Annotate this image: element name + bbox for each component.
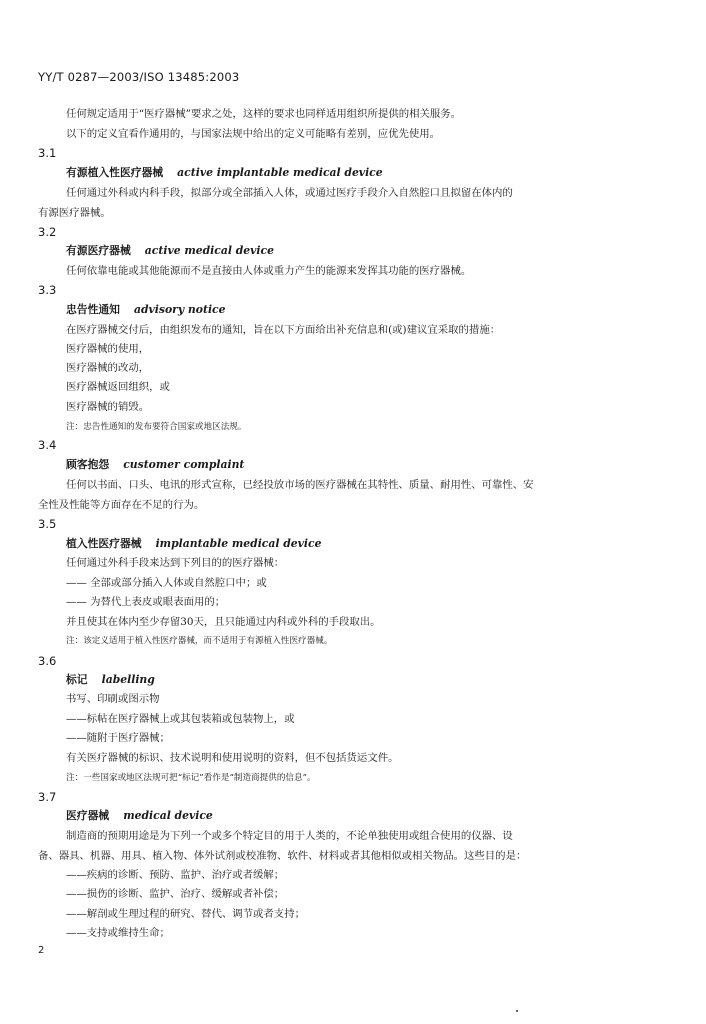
term-cn-3-1: 有源植入性医疗器械 <box>66 166 164 179</box>
list-item: ——疾病的诊断、预防、监护、治疗或者缓解； <box>66 869 285 881</box>
term-en-3-2: active medical device <box>144 244 274 257</box>
list-item: ——标帖在医疗器械上或其包装箱或包装物上，或 <box>66 713 295 725</box>
term-3-4 <box>66 458 244 472</box>
definition-3-2-line-1: 任何依靠电能或其他能源而不是直接由人体或重力产生的能源来发挥其功能的医疗器械。 <box>66 265 472 277</box>
term-en-3-3: advisory notice <box>133 303 226 316</box>
term-3-7 <box>66 809 213 823</box>
definition-3-6-line-1: 书写、印刷或图示物 <box>66 693 160 705</box>
section-number-3-6: 3.6 <box>38 654 57 668</box>
definition-3-1-line-1: 任何通过外科或内科手段，拟部分或全部插入人体，或通过医疗手段介入自然腔口且拟留在体内的 <box>66 187 513 199</box>
list-item: 医疗器械的销毁。 <box>66 401 150 413</box>
term-en-3-1: active implantable medical device <box>177 166 383 179</box>
intro-line-1: 任何规定适用于“医疗器械”要求之处，这样的要求也同样适用组织所提供的相关服务。 <box>66 108 462 120</box>
list-item: ——随附于医疗器械； <box>66 732 170 744</box>
list-item: 医疗器械的改动， <box>66 362 150 374</box>
term-cn-3-5: 植入性医疗器械 <box>66 537 142 550</box>
term-cn-3-3: 忠告性通知 <box>66 303 120 316</box>
note-3-5: 注：该定义适用于植入性医疗器械，而不适用于有源植入性医疗器械。 <box>66 636 333 646</box>
term-cn-3-7: 医疗器械 <box>66 809 110 822</box>
note-3-3: 注：忠告性通知的发布要符合国家或地区法规。 <box>66 422 247 432</box>
term-en-3-5: implantable medical device <box>155 537 322 550</box>
definition-3-5-line-3: 并且使其在体内至少存留30天，且只能通过内科或外科的手段取出。 <box>66 616 381 628</box>
section-number-3-5: 3.5 <box>38 517 57 531</box>
list-item: —— 全部或部分插入人体或自然腔口中；或 <box>66 577 267 589</box>
section-number-3-1: 3.1 <box>38 146 57 160</box>
list-item: ——支持或维持生命； <box>66 927 170 939</box>
term-3-2 <box>66 244 274 258</box>
page-number: 2 <box>38 945 45 956</box>
scan-speck <box>516 1010 518 1012</box>
list-item: ——损伤的诊断、监护、治疗、缓解或者补偿； <box>66 888 285 900</box>
section-number-3-2: 3.2 <box>38 225 57 239</box>
term-3-5 <box>66 537 321 551</box>
definition-3-4-line-1: 任何以书面、口头、电讯的形式宣称，已经投放市场的医疗器械在其特性、质量、耐用性、可靠性、安 <box>66 479 534 491</box>
term-en-3-7: medical device <box>123 809 213 822</box>
definition-3-5-line-1: 任何通过外科手段来达到下列目的的医疗器械： <box>66 557 285 569</box>
definition-3-6-line-3: 有关医疗器械的标识、技术说明和使用说明的资料，但不包括货运文件。 <box>66 752 399 764</box>
intro-line-2: 以下的定义宜看作通用的，与国家法规中给出的定义可能略有差别，应优先使用。 <box>66 128 441 140</box>
section-number-3-4: 3.4 <box>38 438 57 452</box>
standard-header: YY/T 0287—2003/ISO 13485:2003 <box>38 70 240 84</box>
definition-3-4-line-2: 全性及性能等方面存在不足的行为。 <box>38 499 205 511</box>
note-3-6: 注：一些国家或地区法规可把“标记”看作是“制造商提供的信息”。 <box>66 773 316 783</box>
term-3-6 <box>66 673 155 687</box>
term-en-3-6: labelling <box>101 673 155 686</box>
definition-3-7-line-2: 备、器具、机器、用具、植入物、体外试剂或校准物、软件、材料或者其他相似或相关物品。这些目的是： <box>38 850 527 862</box>
definition-3-1-line-2: 有源医疗器械。 <box>38 207 111 219</box>
term-3-1 <box>66 166 383 180</box>
term-3-3 <box>66 303 226 317</box>
definition-3-3-line-1: 在医疗器械交付后，由组织发布的通知，旨在以下方面给出补充信息和(或)建议宜采取的措施： <box>66 324 501 336</box>
list-item: ——解剖或生理过程的研究、替代、调节或者支持； <box>66 908 305 920</box>
list-item: 医疗器械返回组织，或 <box>66 381 170 393</box>
term-cn-3-6: 标记 <box>66 673 88 686</box>
section-number-3-7: 3.7 <box>38 790 57 804</box>
term-cn-3-4: 顾客抱怨 <box>66 458 110 471</box>
term-cn-3-2: 有源医疗器械 <box>66 244 131 257</box>
list-item: —— 为替代上表皮或眼表面用的； <box>66 596 226 608</box>
definition-3-7-line-1: 制造商的预期用途是为下列一个或多个特定目的用于人类的，不论单独使用或组合使用的仪器、设 <box>66 830 513 842</box>
section-number-3-3: 3.3 <box>38 283 57 297</box>
list-item: 医疗器械的使用， <box>66 343 150 355</box>
term-en-3-4: customer complaint <box>123 458 245 471</box>
